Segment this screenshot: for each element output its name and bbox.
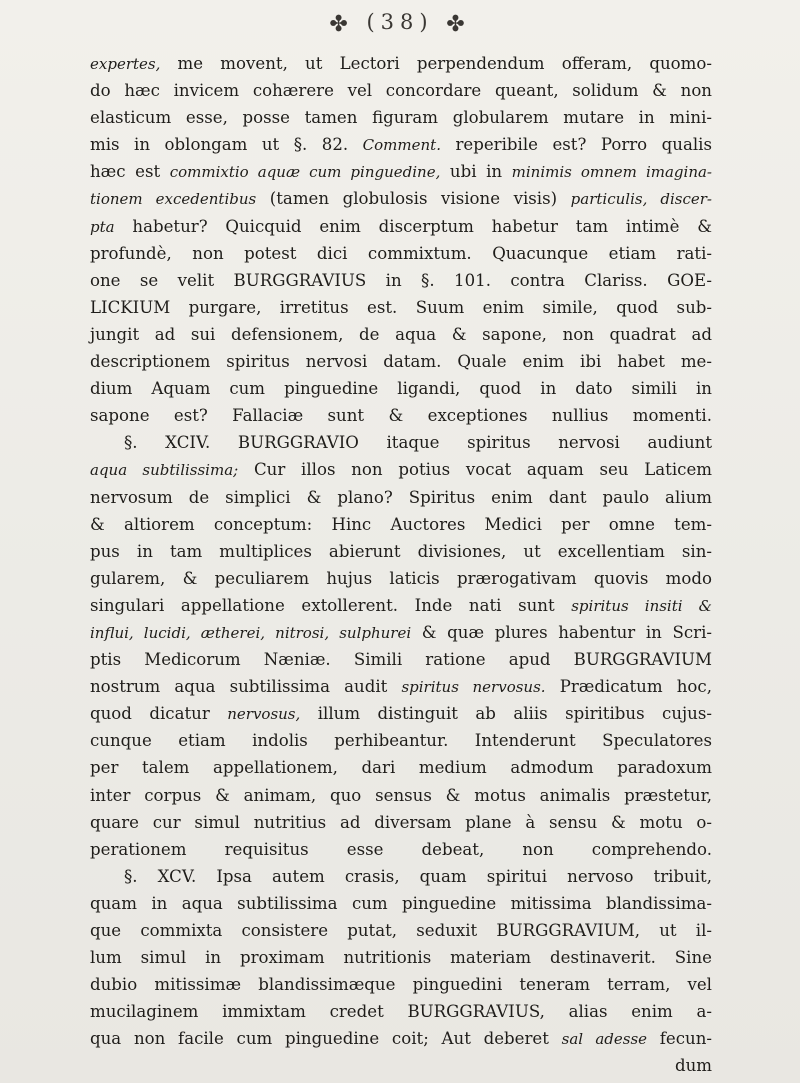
text-run: nervosum de simplici & plano? Spiritus enim dant paulo alium [90,487,712,507]
text-line [90,511,712,538]
text-run: elasticum esse, posse tamen figuram globularem mutare in mini- [90,108,712,128]
text-line [90,1025,712,1052]
text-run: dium Aquam cum pinguedine ligandi, quod in dato simili in [90,379,712,399]
text-run: lum simul in proximam nutritionis materiam destinaverit. Sine [90,948,712,968]
text-line [90,673,712,700]
text-line [90,484,712,511]
text-run: (tamen globulosis visione visis) [256,189,571,209]
text-line [90,429,712,456]
text-line [90,565,712,592]
text-line [90,917,712,944]
text-run: perationem requisitus esse debeat, non comprehendo. [90,839,712,859]
text-run: do hæc invicem cohærere vel concordare queant, solidum & non [90,81,712,101]
text-run: gularem, & peculiarem hujus laticis prærogativam quovis modo [90,568,712,588]
italic-phrase: minimis omnem imagina- [511,163,712,182]
text-line [90,592,712,619]
text-run: jungit ad sui defensionem, de aqua & sapone, non quadrat ad [90,324,712,344]
text-line [90,402,712,429]
text-run: cunque etiam indolis perhibeantur. Intenderunt Speculatores [90,731,712,751]
text-run: fecun- [647,1029,713,1049]
text-run: descriptionem spiritus nervosi datam. Quale enim ibi habet me- [90,352,712,372]
text-line [90,348,712,375]
italic-phrase: commixtio aquæ cum pinguedine, [169,163,441,182]
ornament-left-icon: ✤ [329,12,354,37]
text-line [90,158,712,185]
text-line [90,131,712,158]
text-run: mucilaginem immixtam credet BURGGRAVIUS, alias enim a- [90,1002,712,1022]
text-run: sapone est? Fallaciæ sunt & exceptiones nullius momenti. [90,406,712,426]
italic-phrase: influi, lucidi, ætherei, nitrosi, sulphurei [90,623,412,642]
text-line [90,77,712,104]
text-line [90,240,712,267]
text-run: qua non facile cum pinguedine coit; Aut deberet [90,1029,562,1049]
text-run: §. XCIV. BURGGRAVIO itaque spiritus nervosi audiunt [124,433,712,453]
body-text [90,50,712,1080]
text-run: dubio mitissimæ blandissimæque pinguedini teneram terram, vel [90,975,712,995]
text-line [90,782,712,809]
text-run: ptis Medicorum Næniæ. Simili ratione apud BURGGRAVIUM [90,650,712,670]
text-run: illum distinguit ab aliis spiritibus cujus- [300,704,712,724]
text-run: Cur illos non potius vocat aquam seu Laticem [238,460,712,480]
text-line [90,538,712,565]
text-line [90,809,712,836]
text-line [90,646,712,673]
text-line [90,185,712,212]
text-run: & quæ plures habentur in Scri- [411,622,712,642]
text-line [90,456,712,483]
text-line [90,754,712,781]
text-run: Prædicatum hoc, [545,677,712,697]
italic-phrase: sal adesse [561,1030,648,1049]
italic-phrase: Comment. [362,136,441,155]
text-run: reperibile est? Porro qualis [440,135,712,155]
text-line [90,863,712,890]
text-run: one se velit BURGGRAVIUS in §. 101. contra Clariss. GOE- [90,270,712,290]
text-run: inter corpus & animam, quo sensus & motus animalis præstetur, [90,785,712,805]
text-run: quod dicatur [90,704,228,724]
text-run: & altiorem conceptum: Hinc Auctores Medici per omne tem- [90,514,712,534]
text-run: dum [674,1056,712,1076]
text-run: pus in tam multiplices abierunt divisiones, ut excellentiam sin- [90,541,712,561]
text-line [90,727,712,754]
text-line [90,104,712,131]
italic-phrase: expertes, [90,55,161,73]
text-run: hæc est [90,162,170,182]
text-run: nostrum aqua subtilissima audit [90,677,402,697]
text-run: habetur? Quicquid enim discerptum habetur tam intimè & [114,216,712,236]
text-line [90,294,712,321]
text-line [90,944,712,971]
text-run: per talem appellationem, dari medium admodum paradoxum [90,758,712,778]
italic-phrase: aqua subtilissima; [90,461,239,480]
text-run: me movent, ut Lectori perpendendum offeram, quomo- [160,54,712,73]
text-run: que commixta consistere putat, seduxit BURGGRAVIUM, ut il- [90,921,712,940]
text-line [90,213,712,240]
italic-phrase: spiritus insiti & [571,596,712,615]
text-line [90,50,712,77]
text-run: quare cur simul nutritius ad diversam plane à sensu & motu o- [90,812,712,832]
text-line [90,700,712,727]
text-line [90,267,712,294]
italic-phrase: particulis, discer- [570,190,713,209]
text-line [90,998,712,1025]
text-line [90,619,712,646]
text-line [90,375,712,402]
italic-phrase: nervosus, [227,705,301,724]
italic-phrase: pta [90,217,115,236]
ornament-right-icon: ✤ [446,12,471,37]
text-run: ubi in [440,162,512,182]
italic-phrase: spiritus nervosus. [401,678,546,697]
text-run: §. XCV. Ipsa autem crasis, quam spiritui nervoso tribuit, [124,866,712,886]
text-line [90,971,712,998]
text-run: singulari appellatione extollerent. Inde nati sunt [90,595,572,615]
text-line [90,836,712,863]
text-line [90,1052,712,1079]
text-line [90,890,712,917]
page-number: (38) [366,10,434,34]
text-run: profundè, non potest dici commixtum. Quacunque etiam rati- [90,243,712,263]
text-run: LICKIUM purgare, irretitus est. Suum enim simile, quod sub- [90,297,712,317]
page-header [0,10,800,37]
text-run: mis in oblongam ut §. 82. [90,135,363,155]
italic-phrase: tionem excedentibus [90,190,257,209]
text-line [90,321,712,348]
text-run: quam in aqua subtilissima cum pinguedine mitissima blandissima- [90,893,712,913]
